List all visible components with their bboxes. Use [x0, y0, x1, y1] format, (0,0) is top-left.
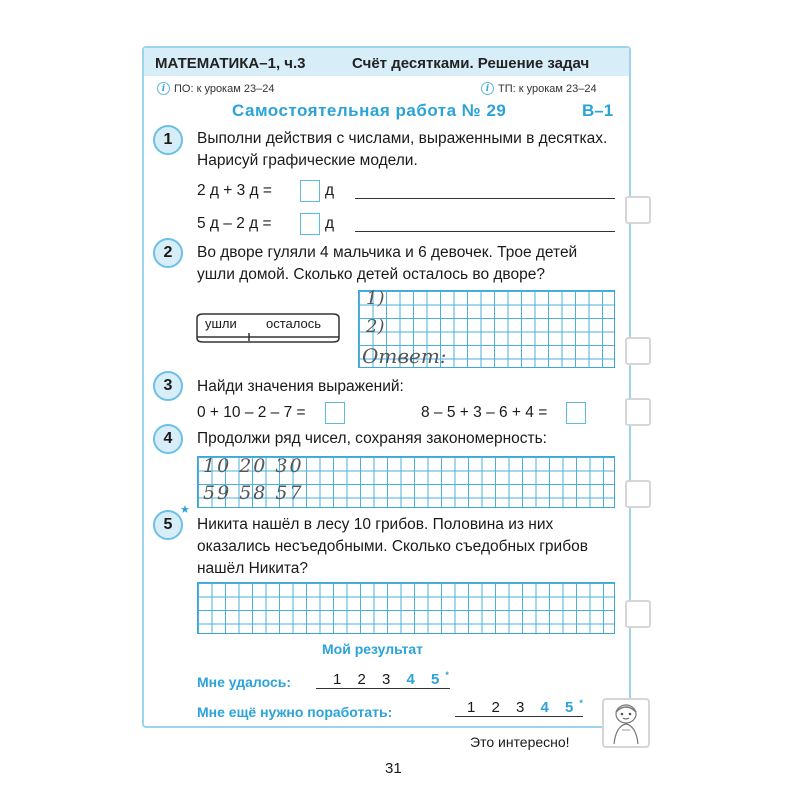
rating-highlight: 4 5 [540, 699, 580, 716]
rating-plain: 1 2 3 [333, 671, 397, 688]
task1-expr2: 5 д – 2 д = [197, 215, 272, 232]
unit-label: д [325, 215, 335, 232]
mascot-illustration[interactable] [602, 698, 650, 748]
result-title: Мой результат [322, 641, 424, 657]
rating-underline [455, 716, 583, 717]
task5-solution-grid[interactable] [197, 582, 615, 634]
task4-text: Продолжи ряд чисел, сохраняя закономерность: [197, 430, 547, 447]
answer-box[interactable] [300, 180, 320, 202]
task-number-3: 3 [153, 371, 183, 401]
answer-box[interactable] [325, 402, 345, 424]
bracket-right-label: осталось [266, 316, 322, 331]
handwritten-answer: Ответ: [362, 344, 447, 368]
number-series-1: 10 20 30 [203, 455, 304, 477]
task5-text-line3: нашёл Никита? [197, 560, 309, 577]
work-label: Мне ещё нужно поработать: [197, 704, 393, 720]
task-number-5: 5 [153, 510, 183, 540]
tp-label: ТП: к урокам 23–24 [498, 82, 597, 95]
handwritten-step-1: 1) [366, 288, 385, 309]
boy-mascot-icon [604, 700, 648, 746]
rating-underline [316, 688, 450, 689]
task1-text-line2: Нарисуй графические модели. [197, 152, 418, 169]
side-tab[interactable] [625, 196, 651, 224]
task5-text-line1: Никита нашёл в лесу 10 грибов. Половина из них [197, 516, 554, 533]
task3-text: Найди значения выражений: [197, 378, 404, 395]
topic-label: Счёт десятками. Решение задач [352, 55, 590, 72]
side-tab[interactable] [625, 600, 651, 628]
task2-text-line1: Во дворе гуляли 4 мальчика и 6 девочек. Трое детей [197, 244, 578, 261]
side-tab[interactable] [625, 337, 651, 365]
rating-star-mark: * [579, 698, 583, 708]
rating-highlight: 4 5 [406, 671, 446, 688]
task2-text-line2: ушли домой. Сколько детей осталось во дворе? [197, 266, 545, 283]
tp-reference [481, 82, 597, 95]
answer-line[interactable] [355, 231, 615, 232]
success-rating[interactable] [333, 670, 449, 688]
success-label: Мне удалось: [197, 674, 292, 690]
task-number-1: 1 [153, 125, 183, 155]
info-icon: i [157, 82, 170, 95]
bracket-left-label: ушли [205, 316, 237, 331]
info-icon: i [481, 82, 494, 95]
task5-text-line2: оказались несъедобными. Сколько съедобных грибов [197, 538, 588, 555]
unit-label: д [325, 182, 335, 199]
task-number-4: 4 [153, 424, 183, 454]
answer-box[interactable] [566, 402, 586, 424]
rating-plain: 1 2 3 [467, 699, 531, 716]
answer-line[interactable] [355, 198, 615, 199]
interesting-caption: Это интересно! [470, 734, 570, 750]
po-label: ПО: к урокам 23–24 [174, 82, 275, 95]
po-reference [157, 82, 274, 95]
task3-expr1: 0 + 10 – 2 – 7 = [197, 404, 306, 421]
rating-star-mark: * [445, 670, 449, 680]
task-number-2: 2 [153, 238, 183, 268]
variant-label: В–1 [582, 101, 614, 120]
subject-label: МАТЕМАТИКА–1, ч.3 [155, 55, 306, 72]
worksheet-title: Самостоятельная работа № 29 [232, 101, 507, 120]
difficulty-star-icon: ★ [180, 504, 190, 516]
task1-text-line1: Выполни действия с числами, выраженными в десятках. [197, 130, 608, 147]
page-number: 31 [385, 760, 402, 777]
task3-expr2: 8 – 5 + 3 – 6 + 4 = [421, 404, 548, 421]
side-tab[interactable] [625, 480, 651, 508]
number-series-2: 59 58 57 [203, 482, 304, 504]
work-rating[interactable] [467, 698, 583, 716]
answer-box[interactable] [300, 213, 320, 235]
task1-expr1: 2 д + 3 д = [197, 182, 272, 199]
side-tab[interactable] [625, 398, 651, 426]
handwritten-step-2: 2) [366, 316, 385, 337]
